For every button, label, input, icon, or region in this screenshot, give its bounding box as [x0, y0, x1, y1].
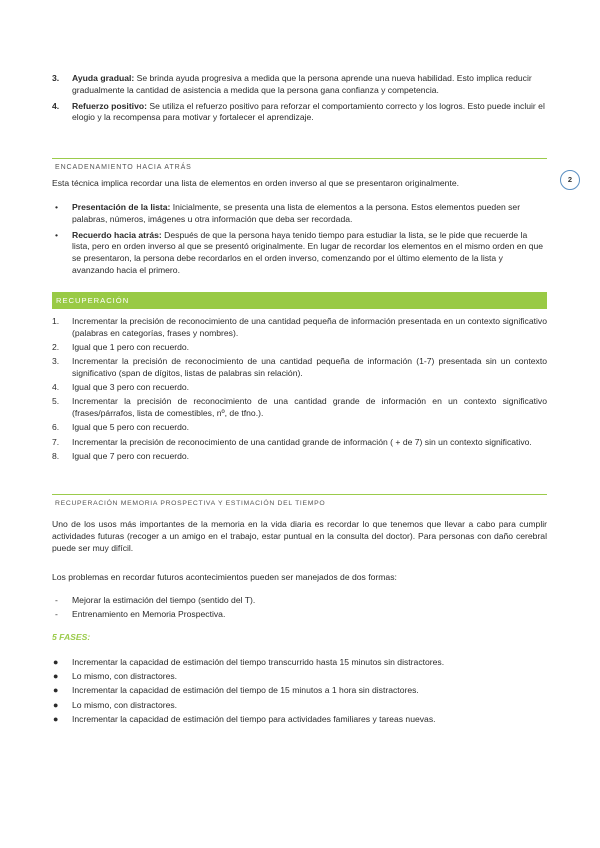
section-band-recuperacion — [52, 292, 547, 309]
list-item-text: Incrementar la capacidad de estimación del tiempo de 15 minutos a 1 hora sin distractores. — [72, 685, 419, 696]
list-item — [52, 202, 547, 226]
list-item-title: Ayuda gradual: — [72, 73, 135, 83]
section-title-encadenamiento: ENCADENAMIENTO HACIA ATRÁS — [55, 164, 192, 171]
top-numbered-list — [52, 73, 547, 128]
list-item — [52, 382, 547, 394]
page-number-badge: 2 — [560, 170, 580, 190]
list-item-text: Entrenamiento en Memoria Prospectiva. — [72, 608, 226, 619]
list-item — [52, 714, 547, 726]
list-item — [52, 356, 547, 380]
list-number: 6. — [52, 422, 60, 433]
list-item-text: Incrementar la precisión de reconocimiento de una cantidad pequeña de información presentada en un contexto significativo (palabras en categorías, frases y nombres). — [72, 316, 547, 338]
list-item — [52, 451, 547, 463]
list-item-title: Presentación de la lista: — [72, 202, 171, 212]
list-item-title: Recuerdo hacia atrás: — [72, 229, 162, 240]
fases-heading: 5 FASES: — [52, 632, 91, 642]
list-item-text: Incrementar la precisión de reconocimiento de una cantidad grande de información en un contexto significativo (frases/párrafos, lista de comestibles, nº, de tfno.). — [72, 396, 547, 419]
list-item-text: Incrementar la precisión de reconocimiento de una cantidad pequeña de información (1-7) presentada sin un contexto significativo (span de dígitos, listas de palabras sin relación). — [72, 356, 547, 378]
bullet-glyph: • — [55, 229, 59, 240]
list-item-text: Lo mismo, con distractores. — [72, 699, 178, 710]
list-item-text: Igual que 7 pero con recuerdo. — [72, 450, 190, 461]
prospectiva-paragraph-2: Los problemas en recordar futuros acontecimientos pueden ser manejados de dos formas: — [52, 572, 397, 582]
list-item-text: Después de que la persona haya tenido tiempo para estudiar la lista, se le pide que recuerde la lista, pero en orden inverso al que se presentó originalmente. En lugar de recordar los elementos en el mismo orden en que se presentaron, la persona debe recordarlos en el orden inverso, comenzando por el último elemento de la lista y avanzando hacia el primero. — [72, 229, 544, 275]
dash-glyph: - — [55, 595, 58, 605]
list-item — [52, 685, 547, 697]
list-number: 3. — [52, 73, 60, 83]
encadenamiento-intro: Esta técnica implica recordar una lista de elementos en orden inverso al que se presentaron originalmente. — [52, 178, 459, 188]
prospectiva-dash-list — [52, 595, 547, 621]
list-item — [52, 396, 547, 420]
disc-glyph: ● — [53, 685, 59, 696]
list-item — [52, 700, 547, 712]
list-item-text: Se brinda ayuda progresiva a medida que la persona aprende una nueva habilidad. Esto implica reducir gradualmente la cantidad de asistencia a medida que la persona gana confianza y competencia. — [72, 73, 532, 95]
recuperacion-numbered-list — [52, 316, 547, 465]
list-number: 7. — [52, 436, 60, 447]
list-item-text: Igual que 1 pero con recuerdo. — [72, 341, 190, 352]
list-item — [52, 437, 547, 449]
section-title-recuperacion: RECUPERACIÓN — [56, 296, 130, 305]
fases-bullet-list — [52, 657, 547, 726]
disc-glyph: ● — [53, 713, 59, 724]
list-item-text: Igual que 3 pero con recuerdo. — [72, 382, 190, 393]
list-number: 5. — [52, 396, 60, 407]
dash-glyph: - — [55, 608, 58, 619]
bullet-glyph: • — [55, 202, 59, 212]
list-item-text: Mejorar la estimación del tiempo (sentido del T). — [72, 595, 256, 605]
disc-glyph: ● — [53, 657, 59, 667]
prospectiva-paragraph-1: Uno de los usos más importantes de la memoria en la vida diaria es recordar lo que tenemos que llevar a cabo para cumplir actividades futuras (recoger a un amigo en el trabajo, estar puntual en la consulta del doctor). Para personas con daño cerebral puede ser muy difícil. — [52, 519, 547, 553]
list-number: 4. — [52, 382, 60, 393]
list-item-text: Incrementar la capacidad de estimación del tiempo para actividades familiares y tareas nuevas. — [72, 713, 436, 724]
list-item — [52, 316, 547, 340]
list-item-title: Refuerzo positivo: — [72, 100, 147, 111]
list-item-text: Incrementar la precisión de reconocimiento de una cantidad grande de información ( + de 7) sin un contexto significativo. — [72, 436, 532, 447]
list-number: 1. — [52, 316, 60, 326]
disc-glyph: ● — [53, 671, 59, 682]
list-item-text: Igual que 5 pero con recuerdo. — [72, 422, 190, 433]
list-item — [52, 422, 547, 434]
list-item — [52, 342, 547, 354]
section-divider — [52, 158, 547, 159]
section-title-prospectiva: RECUPERACIÓN MEMORIA PROSPECTIVA Y ESTIMACIÓN DEL TIEMPO — [55, 500, 326, 507]
section-divider — [52, 494, 547, 495]
list-item — [52, 230, 547, 277]
list-number: 2. — [52, 341, 60, 352]
list-item-text: Inicialmente, se presenta una lista de elementos a la persona. Estos elementos pueden ser palabras, números, imágenes u otra información que deba ser recordada. — [72, 202, 521, 224]
list-number: 3. — [52, 356, 60, 367]
list-item-text: Lo mismo, con distractores. — [72, 671, 178, 682]
disc-glyph: ● — [53, 699, 59, 710]
list-item — [52, 657, 547, 669]
list-item — [52, 101, 547, 125]
list-item — [52, 73, 547, 97]
list-item-text: Incrementar la capacidad de estimación del tiempo transcurrido hasta 15 minutos sin distractores. — [72, 657, 445, 667]
encadenamiento-bullet-list — [52, 202, 547, 277]
list-item-text: Se utiliza el refuerzo positivo para reforzar el comportamiento correcto y los logros. Esto puede incluir el elogio y la recompensa para motivar y fortalecer el aprendizaje. — [72, 100, 545, 123]
list-item — [52, 609, 547, 621]
list-number: 4. — [52, 100, 60, 111]
list-item — [52, 671, 547, 683]
list-item — [52, 595, 547, 607]
list-number: 8. — [52, 450, 60, 461]
